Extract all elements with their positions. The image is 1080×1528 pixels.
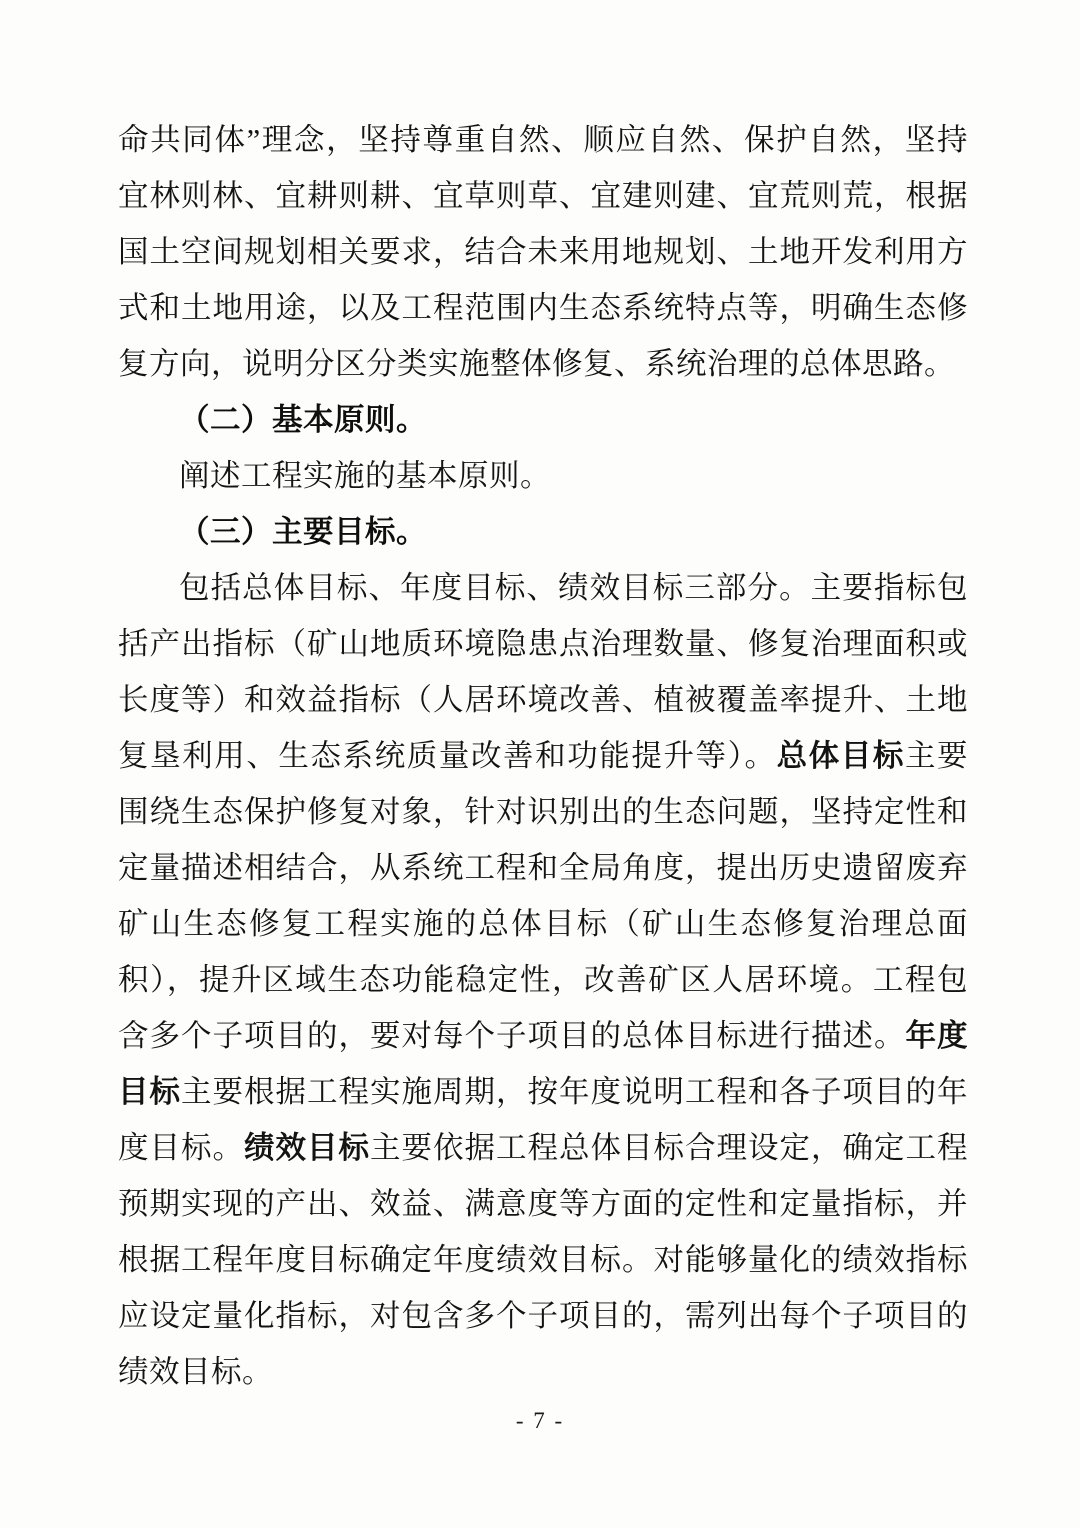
section-heading-main-objectives: （三）主要目标。 (179, 515, 427, 549)
emphasis-term: 年度目标 (118, 1019, 968, 1109)
body-text-run: 主要根据工程实施周期，按年度说明工程和各子项目的年度目标。 (118, 1075, 968, 1165)
body-text-run: 主要围绕生态保护修复对象，针对识别出的生态问题，坚持定性和定量描述相结合，从系统工程和全局角度，提出历史遗留废弃矿山生态修复工程实施的总体目标（矿山生态修复治理总面积），提升区域生态功能稳定性，改善矿区人居环境。工程包含多个子项目的，要对每个子项目的总体目标进行描述。 (118, 739, 969, 1053)
paragraph-basic-principles: 阐述工程实施的基本原则。 (179, 459, 551, 493)
paragraph-continued: 命共同体”理念，坚持尊重自然、顺应自然、保护自然，坚持宜林则林、宜耕则耕、宜草则草、宜建则建、宜荒则荒，根据国土空间规划相关要求，结合未来用地规划、土地开发利用方式和土地用途，以及工程范围内生态系统特点等，明确生态修复方向，说明分区分类实施整体修复、系统治理的总体思路。 (118, 123, 968, 381)
body-text-run: 包括总体目标、年度目标、绩效目标三部分。主要指标包括产出指标（矿山地质环境隐患点治理数量、修复治理面积或长度等）和效益指标（人居环境改善、植被覆盖率提升、土地复垦利用、生态系统质量改善和功能提升等）。 (118, 571, 968, 773)
section-heading-basic-principles: （二）基本原则。 (179, 403, 427, 437)
emphasis-term: 绩效目标 (244, 1131, 370, 1165)
page-content (118, 112, 968, 1400)
page-number: - 7 - (515, 1408, 565, 1433)
body-text-run: 主要依据工程总体目标合理设定，确定工程预期实现的产出、效益、满意度等方面的定性和定量指标，并根据工程年度目标确定年度绩效目标。对能够量化的绩效指标应设定量化指标，对包含多个子项目的，需列出每个子项目的绩效目标。 (118, 1131, 968, 1389)
emphasis-term: 总体目标 (776, 739, 905, 773)
paragraph-main-objectives (118, 560, 968, 1400)
